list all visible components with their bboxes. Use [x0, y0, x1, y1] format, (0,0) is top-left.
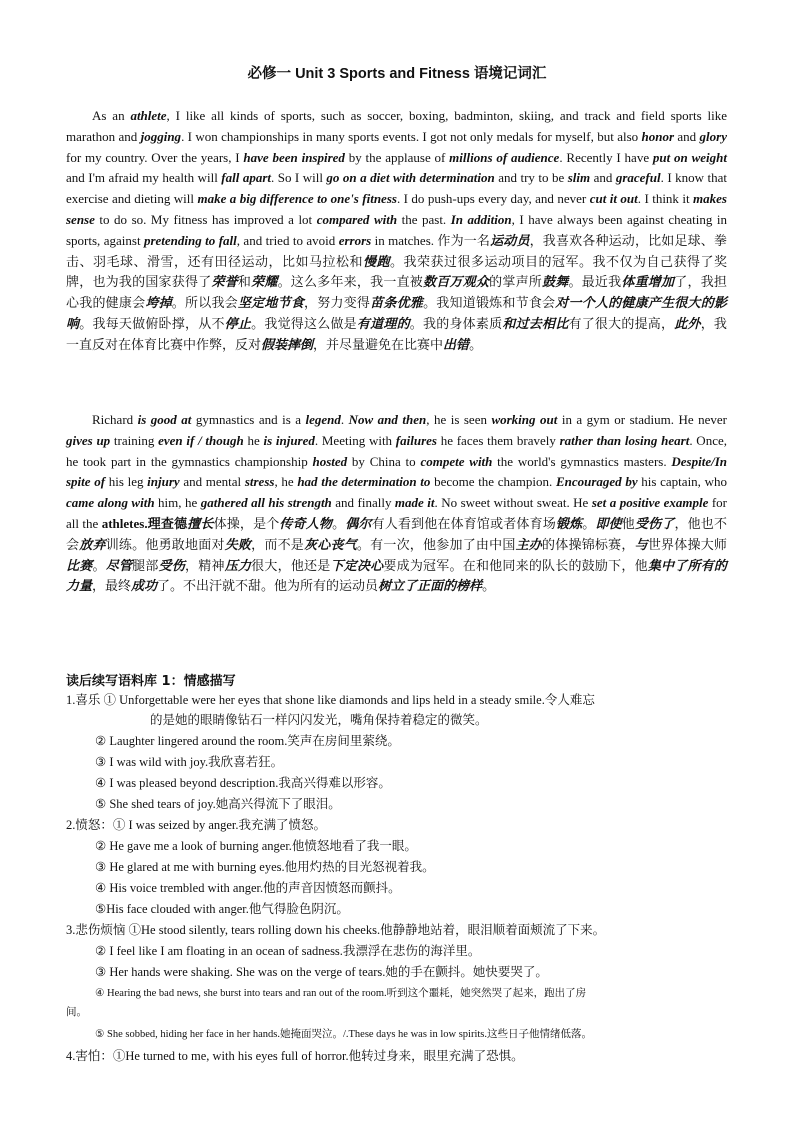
paragraph-text: in a gym or stadium. He never: [557, 412, 727, 427]
vocab-term: cut it out: [589, 191, 638, 207]
paragraph-text: . Meeting with: [314, 432, 396, 448]
paragraph-text: ，努力变得: [304, 295, 371, 311]
vocab-term: injury: [147, 474, 180, 490]
paragraph-text: 腿部: [132, 557, 159, 573]
vocab-term: failures: [395, 432, 437, 448]
vocab-term: compared with: [316, 211, 398, 227]
vocab-term: 坚定地节食: [237, 295, 305, 311]
paragraph-text: . No sweet without sweat. He: [434, 495, 592, 511]
vocab-term: 出错: [443, 336, 470, 352]
vocab-term: Despite/In spite of: [66, 453, 727, 490]
vocab-term: 此外: [674, 315, 701, 331]
list-line-anger-4: ④ His voice trembled with anger.他的声音因愤怒而颤抖。: [95, 881, 401, 895]
paragraph-text: and finally: [331, 495, 395, 511]
vocab-term: 灰心丧气: [304, 536, 357, 552]
vocab-term: 停止: [224, 315, 252, 331]
vocab-term: gathered all his strength: [200, 495, 332, 511]
paragraph-text: . I think it: [637, 191, 694, 207]
vocab-term: Now and then: [348, 412, 427, 427]
paragraph-text: 了。不出汗就不甜。他为所有的运动员: [157, 578, 379, 594]
vocab-term: make a big difference to one's fitness: [197, 191, 397, 207]
vocab-term: set a positive example: [591, 495, 709, 511]
vocab-term: fall apart: [221, 170, 271, 186]
paragraph-text: 世界体操大师: [647, 536, 727, 552]
paragraph-text: , I have always been against cheating in sports, against: [66, 211, 727, 248]
paragraph-text: 。有一次，他参加了由中国: [356, 536, 516, 552]
paragraph-text: 体操，是个: [213, 515, 280, 531]
vocab-term: jogging: [140, 128, 182, 144]
vocab-term: 偶尔: [345, 515, 372, 531]
vocab-term: 受伤了: [634, 515, 675, 531]
vocab-term: athlete: [130, 108, 167, 123]
paragraph-text: and try to be: [494, 170, 568, 186]
vocab-term: compete with: [420, 453, 493, 469]
vocab-term: glory: [699, 128, 727, 144]
paragraph-text: 了，我担心我的健康会: [66, 274, 727, 311]
paragraph-text: 和: [237, 274, 252, 290]
vocab-term: rather than losing heart: [559, 432, 690, 448]
vocab-term: 假装摔倒: [261, 336, 314, 352]
paragraph-text: his leg: [105, 474, 148, 490]
vocab-term: 传奇人物: [279, 515, 333, 531]
paragraph-text: 。我知道锻炼和节食会: [423, 295, 556, 311]
vocab-term: 鼓舞: [542, 274, 569, 290]
paragraph-text: and: [590, 170, 616, 186]
vocab-term: 比赛: [66, 557, 93, 573]
list-line-joy-3: ③ I was wild with joy.我欣喜若狂。: [95, 755, 284, 769]
paragraph-text: 。: [582, 515, 596, 531]
section-title: 读后续写语料库 1：情感描写: [66, 674, 236, 689]
paragraph-text: 。: [469, 336, 483, 352]
paragraph-text: and I'm afraid my health will: [66, 170, 222, 186]
vocab-term: 有道理的: [356, 315, 410, 331]
paragraph-text: ，而不是: [251, 536, 305, 552]
list-line-joy-1-cont: 的是她的眼睛像钻石一样闪闪发光，嘴角保持着稳定的微笑。: [150, 713, 488, 727]
vocab-term: 对一个人的健康产生很大的影响: [66, 295, 727, 331]
paragraph-text: by the applause of: [344, 149, 450, 165]
page-title: 必修一 Unit 3 Sports and Fitness 语境记词汇: [247, 66, 547, 82]
paragraph-1: [66, 106, 727, 356]
vocab-term: stress: [244, 474, 275, 490]
paragraph-text: . Recently I have: [559, 149, 653, 165]
vocab-term: go on a diet with determination: [326, 170, 495, 186]
list-line-joy-2: ② Laughter lingered around the room.笑声在房间里萦绕。: [95, 734, 400, 748]
paragraph-text: 训练。他勇敢地面对: [105, 536, 225, 552]
paragraph-text: 有人看到他在体育馆或者体育场: [371, 515, 556, 531]
paragraph-text: , he is seen: [426, 412, 492, 427]
paragraph-text: training: [110, 432, 159, 448]
vocab-term: honor: [641, 128, 675, 144]
paragraph-text: 。最近我: [568, 274, 622, 290]
paragraph-text: . I do push-ups every day, and never: [396, 191, 590, 207]
vocab-term: 受伤: [158, 557, 186, 573]
vocab-term: 和过去相比: [502, 315, 569, 331]
vocab-term: 主办: [515, 536, 543, 552]
list-line-anger-2: ② He gave me a look of burning anger.他愤怒地看了我一眼。: [95, 839, 417, 853]
vocab-term: 与: [634, 536, 648, 552]
paragraph-text: 他: [621, 515, 635, 531]
vocab-term: 运动员: [490, 232, 530, 248]
paragraph-text: he: [243, 432, 264, 448]
paragraph-text: 。这么多年来，我一直被: [277, 274, 424, 290]
vocab-term: makes sense: [66, 191, 727, 227]
list-line-sad-2: ② I feel like I am floating in an ocean of sadness.我漂浮在悲伤的海洋里。: [95, 944, 481, 958]
paragraph-text: 。: [332, 515, 346, 531]
paragraph-text: Richard: [92, 412, 138, 427]
paragraph-text: ，我喜欢各种运动，比如足球、拳击、羽毛球、滑雪，还有田径运动，比如马拉松和: [66, 232, 727, 269]
paragraph-text: for all the: [66, 495, 728, 531]
vocab-term: pretending to fall: [143, 232, 237, 248]
paragraph-text: by China to: [347, 453, 421, 469]
vocab-term: 理查德: [147, 515, 188, 531]
list-line-joy-4: ④ I was pleased beyond description.我高兴得难以形容。: [95, 776, 391, 790]
paragraph-text: 很大，他还是: [251, 557, 331, 573]
vocab-term: have been inspired: [243, 149, 345, 165]
paragraph-text: , and tried to avoid: [236, 232, 339, 248]
list-line-joy-5: ⑤ She shed tears of joy.她高兴得流下了眼泪。: [95, 797, 341, 811]
paragraph-text: he faces them bravely: [436, 432, 560, 448]
paragraph-text: . I won championships in many sports events. I got not only medals for myself, but also: [181, 128, 642, 144]
vocab-term: legend: [305, 412, 341, 427]
list-line-joy-1: 1.喜乐 ① Unforgettable were her eyes that shone like diamonds and lips held in a steady smile.令人难忘: [66, 693, 595, 707]
paragraph-text: the past.: [397, 211, 451, 227]
paragraph-text: ，最终: [92, 578, 132, 594]
list-line-anger-3: ③ He glared at me with burning eyes.他用灼热的目光怒视着我。: [95, 860, 435, 874]
vocab-term: 数百万观众: [423, 274, 490, 290]
paragraph-text: , he: [274, 474, 298, 490]
vocab-term: slim: [567, 170, 591, 186]
vocab-term: 荣誉: [211, 274, 238, 290]
paragraph-text: become the champion.: [430, 474, 556, 490]
paragraph-text: ，我一直反对在体育比赛中作弊，反对: [66, 315, 727, 352]
paragraph-2: [66, 410, 727, 597]
vocab-term: 放弃: [79, 536, 106, 552]
paragraph-text: 。我的身体素质: [409, 315, 503, 331]
vocab-term: hosted: [312, 453, 348, 469]
vocab-term: Encouraged by: [555, 474, 638, 490]
paragraph-text: , I like all kinds of sports, such as soccer, boxing, badminton, skiing, and track and field sports like marathon and: [66, 108, 728, 144]
paragraph-text: his captain, who: [637, 474, 727, 490]
paragraph-text: . Once, he took part in the gymnastics championship: [66, 432, 727, 469]
vocab-term: made it: [394, 495, 435, 511]
paragraph-text: 要成为冠军。在和他同来的队长的鼓励下，他: [383, 557, 648, 573]
paragraph-text: 有了很大的提高，: [568, 315, 675, 331]
list-line-anger-1: 2.愤怒：① I was seized by anger.我充满了愤怒。: [66, 818, 327, 832]
paragraph-text: for my country. Over the years, I: [66, 149, 244, 165]
vocab-term: 下定决心: [330, 557, 384, 573]
list-line-anger-5: ⑤His face clouded with anger.他气得脸色阴沉。: [95, 902, 349, 916]
paragraph-text: and: [674, 128, 700, 144]
vocab-term: 锻炼: [555, 515, 583, 531]
vocab-term: graceful: [615, 170, 661, 186]
vocab-term: 苗条优雅: [370, 295, 424, 311]
paragraph-text: gymnastics and is a: [191, 412, 306, 427]
vocab-term: athletes.: [101, 515, 148, 531]
paragraph-text: As an: [92, 108, 131, 123]
vocab-term: 失败: [224, 536, 252, 552]
list-line-fear-1: 4.害怕：①He turned to me, with his eyes full of horror.他转过身来，眼里充满了恐惧。: [66, 1049, 524, 1063]
paragraph-text: 。: [482, 578, 496, 594]
vocab-term: 慢跑: [362, 253, 390, 269]
vocab-term: 即使: [595, 515, 622, 531]
paragraph-text: the world's gymnastics masters.: [492, 453, 672, 469]
paragraph-text: 的体操锦标赛，: [542, 536, 635, 552]
vocab-term: 尽管: [105, 557, 133, 573]
list-line-sad-1: 3.悲伤烦恼 ①He stood silently, tears rolling down his cheeks.他静静地站着，眼泪顺着面颊流了下来。: [66, 923, 606, 937]
vocab-term: 垮掉: [145, 295, 172, 311]
paragraph-text: in matches. 作为一名: [371, 232, 491, 248]
vocab-term: 荣耀: [251, 274, 278, 290]
paragraph-text: 。我觉得这么做是: [251, 315, 357, 331]
vocab-term: In addition: [450, 211, 512, 227]
vocab-term: errors: [338, 232, 372, 248]
paragraph-text: 。我每天做俯卧撑，从不: [79, 315, 225, 331]
paragraph-text: ，他也不会: [66, 515, 727, 552]
vocab-term: gives up: [66, 432, 111, 448]
vocab-term: 体重增加: [621, 274, 675, 290]
paragraph-text: him, he: [154, 495, 201, 511]
paragraph-text: .: [340, 412, 349, 427]
vocab-term: 成功: [131, 578, 158, 594]
list-line-sad-5: ⑤ She sobbed, hiding her face in her hands.她掩面哭泣。/.These days he was in low spirits.这些日子他情绪低落。: [95, 1029, 593, 1040]
vocab-term: is injured: [263, 432, 315, 448]
paragraph-text: ，精神: [185, 557, 225, 573]
paragraph-text: to do so. My fitness has improved a lot: [94, 211, 317, 227]
vocab-term: 擅长: [187, 515, 214, 531]
vocab-term: 压力: [224, 557, 252, 573]
paragraph-text: ，并尽量避免在比赛中: [313, 336, 444, 352]
paragraph-text: 。所以我会: [171, 295, 238, 311]
vocab-term: even if / though: [158, 432, 244, 448]
vocab-term: millions of audience: [449, 149, 560, 165]
list-line-sad-3: ③ Her hands were shaking. She was on the verge of tears.她的手在颤抖。她快要哭了。: [95, 965, 548, 979]
paragraph-text: . So I will: [271, 170, 327, 186]
list-line-sad-4-cont: 间。: [66, 1007, 87, 1018]
paragraph-text: 的掌声所: [489, 274, 543, 290]
list-line-sad-4: ④ Hearing the bad news, she burst into tears and ran out of the room.听到这个噩耗，她突然哭了起来，跑出了房: [95, 988, 587, 999]
paragraph-text: and mental: [179, 474, 245, 490]
vocab-term: came along with: [66, 495, 155, 511]
vocab-term: 树立了正面的榜样: [378, 578, 483, 594]
vocab-term: 集中了所有的力量: [66, 557, 727, 594]
paragraph-text: 。我荣获过很多运动项目的冠军。我不仅为自己获得了奖牌，也为我的国家获得了: [66, 253, 727, 290]
vocab-term: is good at: [137, 412, 192, 427]
vocab-term: working out: [491, 412, 558, 427]
paragraph-text: . I know that exercise and dieting will: [66, 170, 727, 207]
vocab-term: had the determination to: [297, 474, 431, 490]
vocab-term: put on weight: [652, 149, 727, 165]
paragraph-text: 。: [92, 557, 106, 573]
